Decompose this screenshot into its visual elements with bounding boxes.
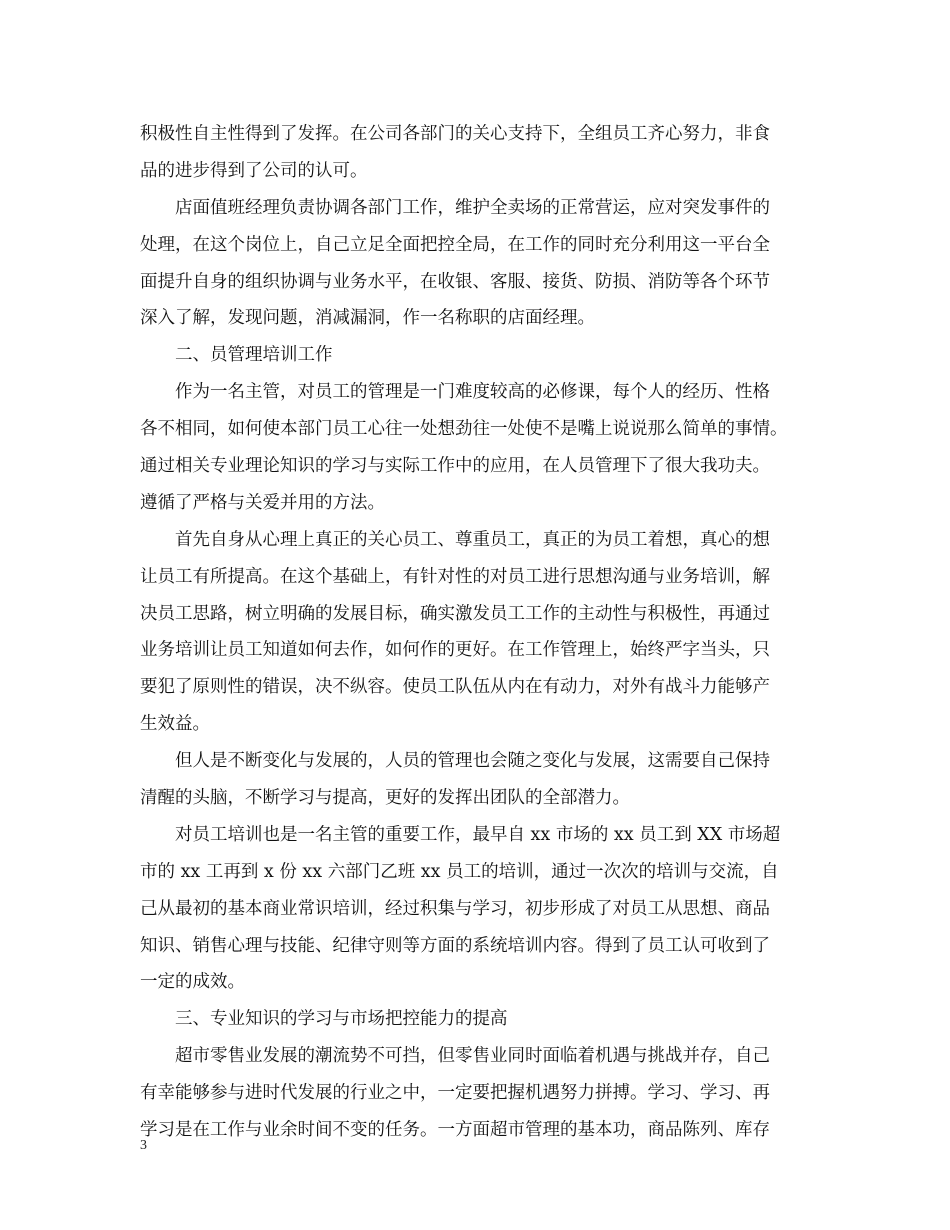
text-line: 一定的成效。	[140, 972, 245, 993]
text-line: 让员工有所提高。在这个基础上，有针对性的对员工进行思想沟通与业务培训，解	[140, 566, 770, 587]
text-line: 决员工思路，树立明确的发展目标，确实激发员工工作的主动性与积极性，再通过	[140, 603, 770, 624]
paragraph-first-line: 首先自身从心理上真正的关心员工、尊重员工，真正的为员工着想，真心的想	[175, 529, 770, 550]
paragraph-first-line: 但人是不断变化与发展的，人员的管理也会随之变化与发展，这需要自己保持	[175, 751, 770, 772]
paragraph-first-line: 超市零售业发展的潮流势不可挡，但零售业同时面临着机遇与挑战并存，自己	[175, 1046, 770, 1067]
text-line: 有幸能够参与进时代发展的行业之中，一定要把握机遇努力拼搏。学习、学习、再	[140, 1083, 770, 1104]
text-line: 要犯了原则性的错误，决不纵容。使员工队伍从内在有动力，对外有战斗力能够产	[140, 677, 770, 698]
text-line: 知识、销售心理与技能、纪律守则等方面的系统培训内容。得到了员工认可收到了	[140, 935, 770, 956]
text-line: 己从最初的基本商业常识培训，经过积集与学习，初步形成了对员工从思想、商品	[140, 898, 770, 919]
body-text	[140, 116, 814, 1149]
text-line: 深入了解，发现问题，消减漏洞，作一名称职的店面经理。	[140, 308, 595, 329]
text-line: 清醒的头脑，不断学习与提高，更好的发挥出团队的全部潜力。	[140, 788, 630, 809]
paragraph-first-line: 对员工培训也是一名主管的重要工作，最早自 xx 市场的 xx 员工到 XX 市场超	[175, 824, 781, 845]
section-heading: 二、员管理培训工作	[175, 345, 333, 366]
text-line: 积极性自主性得到了发挥。在公司各部门的关心支持下，全组员工齐心努力，非食	[140, 124, 770, 144]
paragraph-first-line: 店面值班经理负责协调各部门工作，维护全卖场的正常营运，应对突发事件的	[175, 197, 770, 218]
paragraph-first-line: 作为一名主管，对员工的管理是一门难度较高的必修课，每个人的经历、性格	[175, 382, 770, 403]
text-line: 学习是在工作与业余时间不变的任务。一方面超市管理的基本功，商品陈列、库存	[140, 1120, 770, 1141]
text-line: 各不相同，如何使本部门员工心往一处想劲往一处使不是嘴上说说那么简单的事情。	[140, 419, 788, 440]
text-line: 处理，在这个岗位上，自己立足全面把控全局，在工作的同时充分利用这一平台全	[140, 234, 770, 255]
section-heading: 三、专业知识的学习与市场把控能力的提高	[175, 1009, 508, 1030]
text-line: 遵循了严格与关爱并用的方法。	[140, 492, 385, 513]
text-line: 业务培训让员工知道如何去作，如何作的更好。在工作管理上，始终严字当头，只	[140, 640, 770, 661]
text-line: 通过相关专业理论知识的学习与实际工作中的应用，在人员管理下了很大我功夫。	[140, 456, 770, 477]
page-number: 3	[140, 1138, 147, 1153]
text-line: 品的进步得到了公司的认可。	[140, 160, 368, 181]
text-line: 市的 xx 工再到 x 份 xx 六部门乙班 xx 员工的培训，通过一次次的培训与交流，自	[140, 861, 779, 882]
text-line: 生效益。	[140, 714, 210, 735]
text-line: 面提升自身的组织协调与业务水平，在收银、客服、接货、防损、消防等各个环节	[140, 271, 770, 292]
